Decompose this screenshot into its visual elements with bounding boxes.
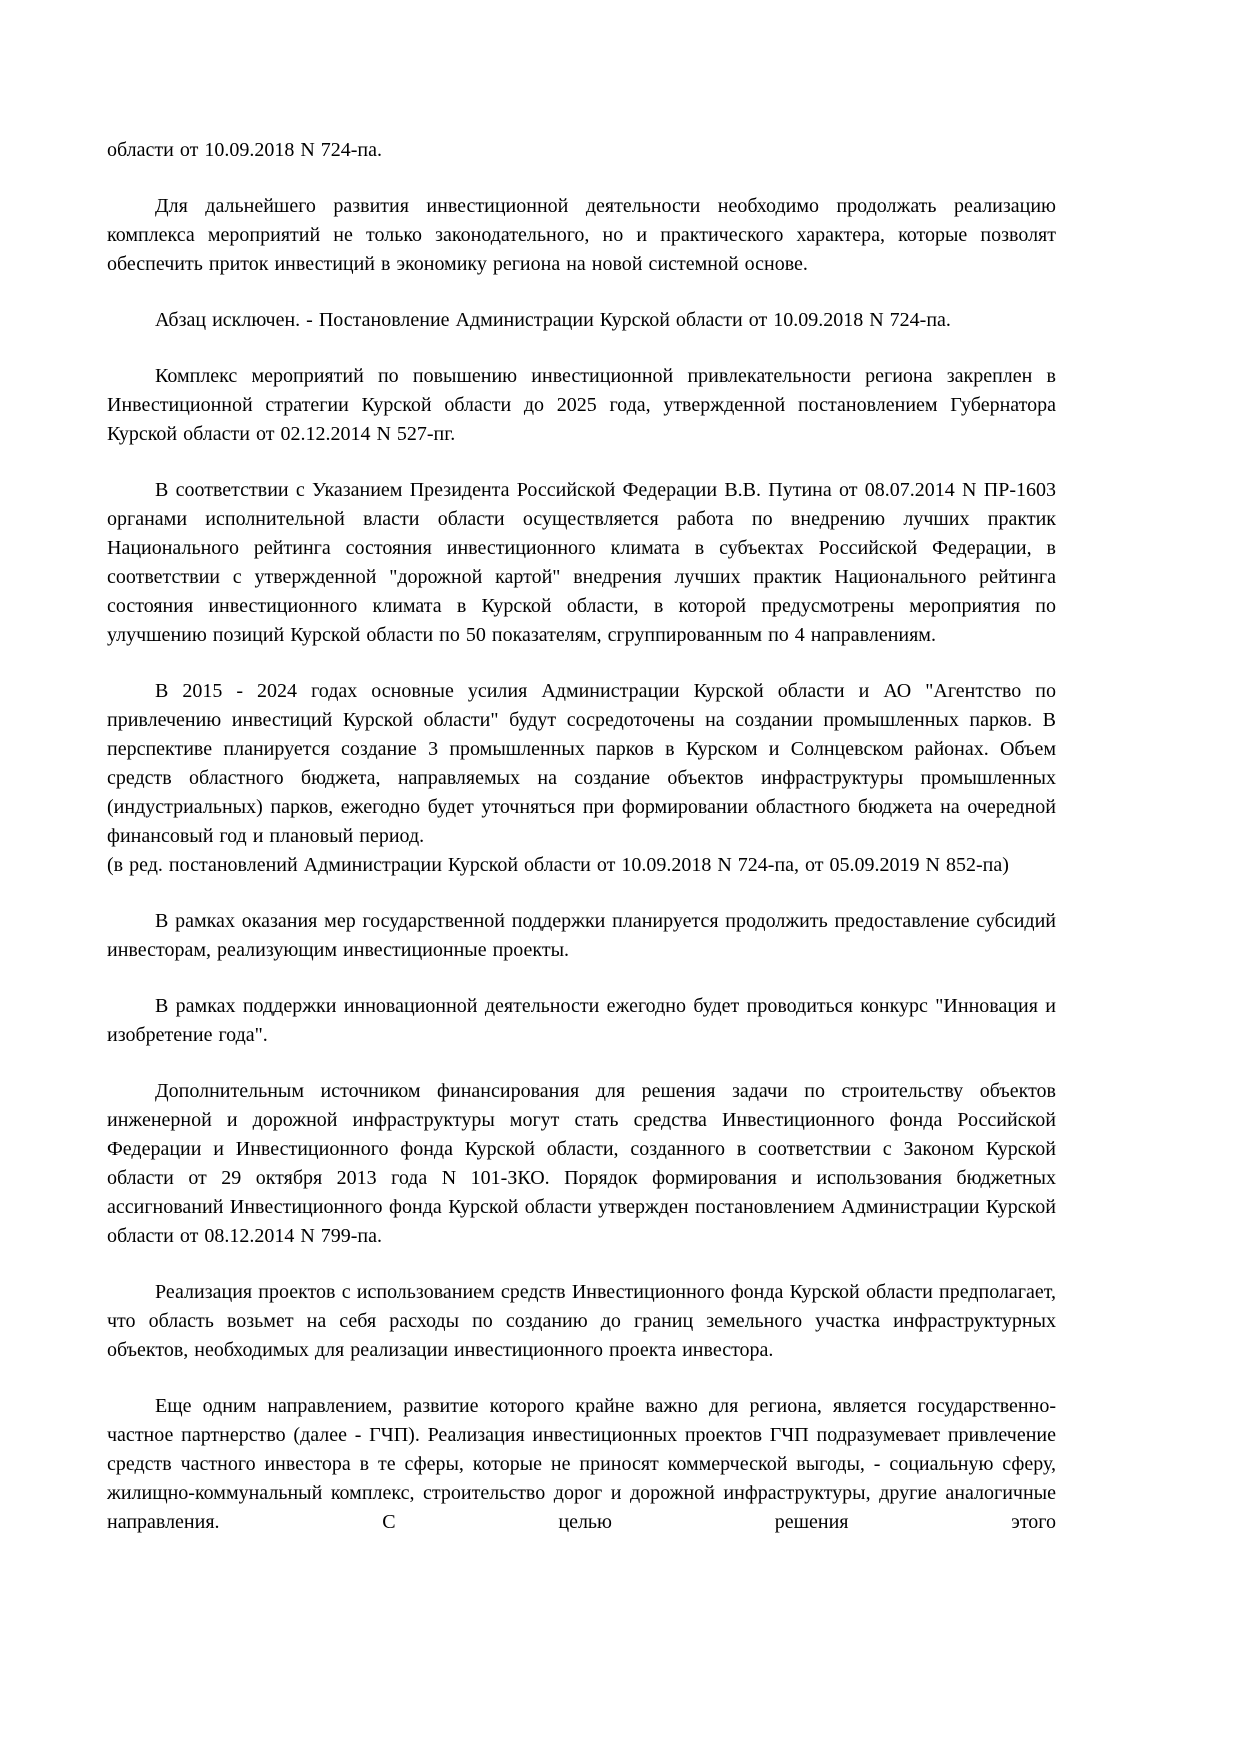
paragraph: (в ред. постановлений Администрации Курской области от 10.09.2018 N 724-па, от 05.09.2019 N 852-па) xyxy=(107,854,1009,876)
paragraph: Дополнительным источником финансирования для решения задачи по строительству объектов инженерной и дорожной инфраструктуры могут стать средства Инвестиционного фонда Российской Федерации и Инвестиционного фонда Курской области, созданного в соответствии с Законом Курской области от 29 октября 2013 года N 101-ЗКО. Порядок формирования и использования бюджетных ассигнований Инвестиционного фонда Курской области утвержден постановлением Администрации Курской области от 08.12.2014 N 799-па. xyxy=(107,1080,1056,1247)
document-body xyxy=(107,136,1056,1537)
paragraph: Еще одним направлением, развитие которого крайне важно для региона, является государственно-частное партнерство (далее - ГЧП). Реализация инвестиционных проектов ГЧП подразумевает привлечение средств частного инвестора в те сферы, которые не приносят коммерческой выгоды, - социальную сферу, жилищно-коммунальный комплекс, строительство дорог и дорожной инфраструктуры, другие аналогичные направления. С целью решения этого xyxy=(107,1395,1056,1533)
paragraph: В 2015 - 2024 годах основные усилия Администрации Курской области и АО "Агентство по привлечению инвестиций Курской области" будут сосредоточены на создании промышленных парков. В перспективе планируется создание 3 промышленных парков в Курском и Солнцевском районах. Объем средств областного бюджета, направляемых на создание объектов инфраструктуры промышленных (индустриальных) парков, ежегодно будет уточняться при формировании областного бюджета на очередной финансовый год и плановый период. xyxy=(107,680,1056,847)
paragraph: Комплекс мероприятий по повышению инвестиционной привлекательности региона закреплен в Инвестиционной стратегии Курской области до 2025 года, утвержденной постановлением Губернатора Курской области от 02.12.2014 N 527-пг. xyxy=(107,365,1056,445)
paragraph: В рамках оказания мер государственной поддержки планируется продолжить предоставление субсидий инвесторам, реализующим инвестиционные проекты. xyxy=(107,910,1056,961)
paragraph: Для дальнейшего развития инвестиционной деятельности необходимо продолжать реализацию комплекса мероприятий не только законодательного, но и практического характера, которые позволят обеспечить приток инвестиций в экономику региона на новой системной основе. xyxy=(107,195,1056,275)
paragraph: Реализация проектов с использованием средств Инвестиционного фонда Курской области предполагает, что область возьмет на себя расходы по созданию до границ земельного участка инфраструктурных объектов, необходимых для реализации инвестиционного проекта инвестора. xyxy=(107,1281,1056,1361)
paragraph: области от 10.09.2018 N 724-па. xyxy=(107,139,383,161)
paragraph: В соответствии с Указанием Президента Российской Федерации В.В. Путина от 08.07.2014 N ПР-1603 органами исполнительной власти области осуществляется работа по внедрению лучших практик Национального рейтинга состояния инвестиционного климата в субъектах Российской Федерации, в соответствии с утвержденной "дорожной картой" внедрения лучших практик Национального рейтинга состояния инвестиционного климата в Курской области, в которой предусмотрены мероприятия по улучшению позиций Курской области по 50 показателям, сгруппированным по 4 направлениям. xyxy=(107,479,1056,646)
paragraph: Абзац исключен. - Постановление Администрации Курской области от 10.09.2018 N 724-па. xyxy=(155,309,951,331)
paragraph: В рамках поддержки инновационной деятельности ежегодно будет проводиться конкурс "Инновация и изобретение года". xyxy=(107,995,1056,1046)
